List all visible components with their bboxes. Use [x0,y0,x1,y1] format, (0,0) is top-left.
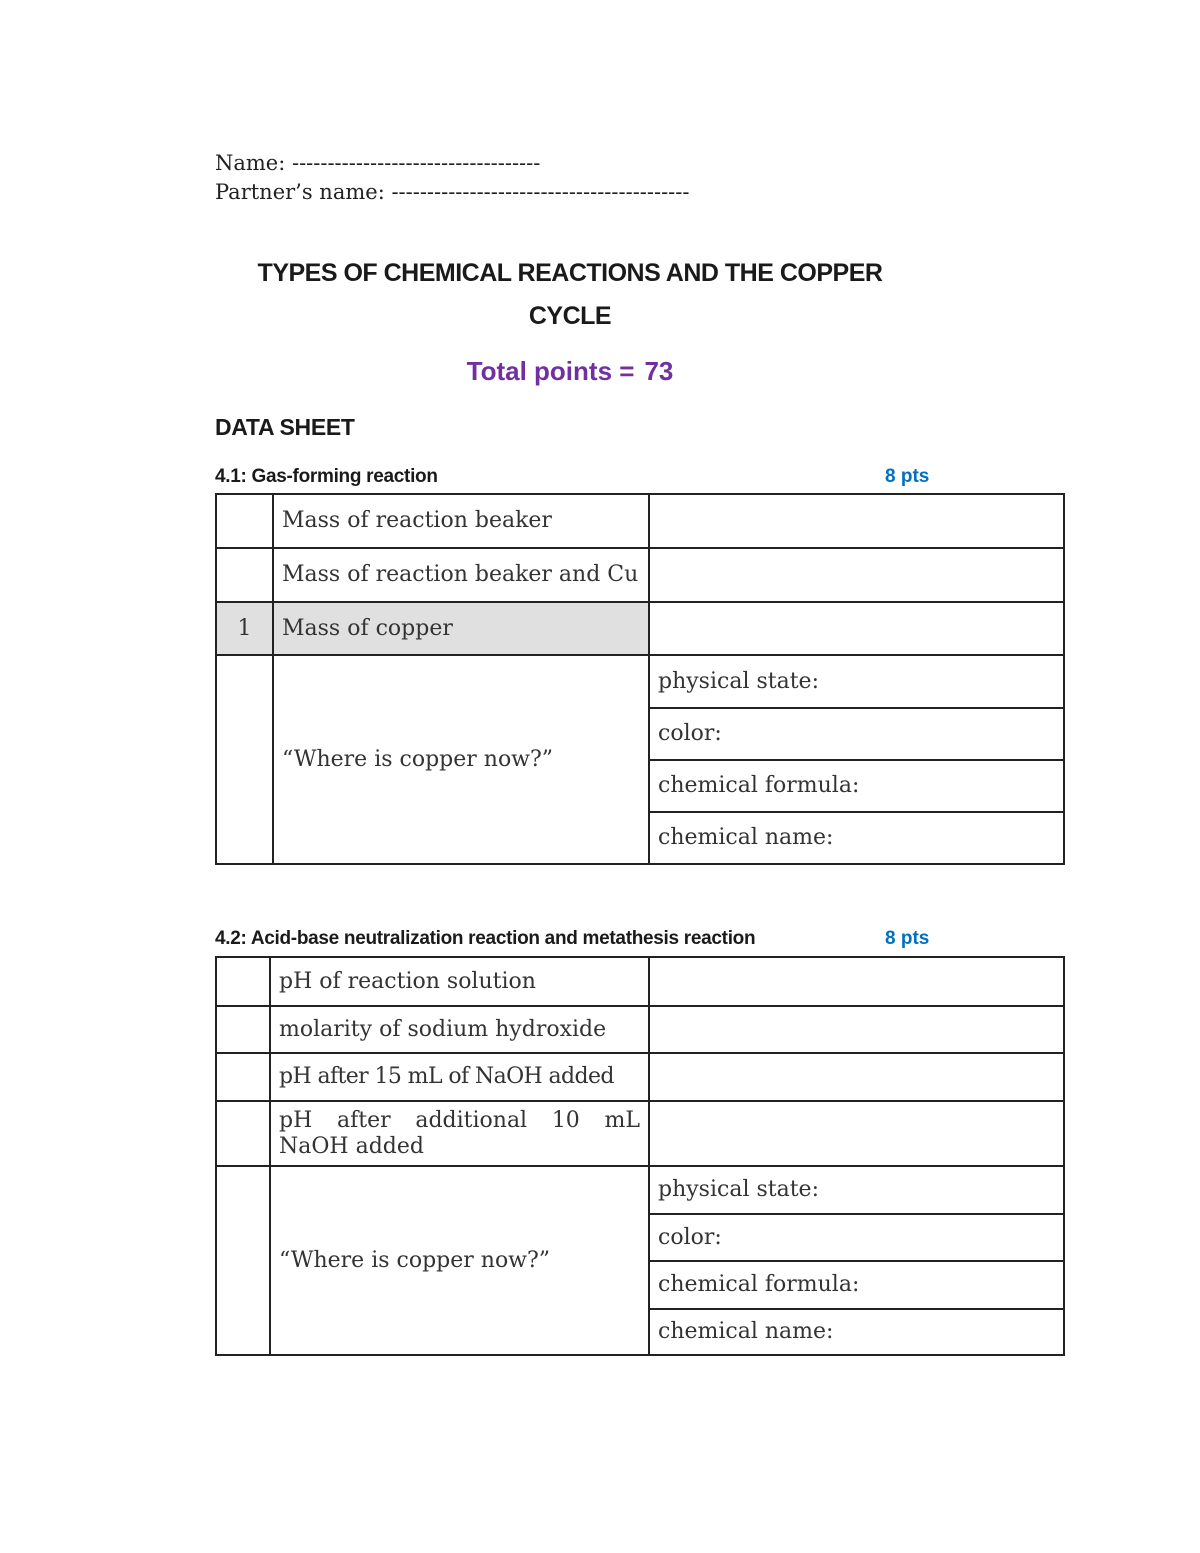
physical-state-cell[interactable]: physical state: [649,1166,1064,1214]
answer-cell[interactable] [649,957,1064,1006]
answer-cell[interactable] [649,602,1064,655]
row-number [216,1053,270,1101]
row-label: “Where is copper now?” [273,655,649,864]
table-acid-base [215,956,1065,1356]
chemical-name-cell[interactable]: chemical name: [649,812,1064,864]
name-field-line: Name: ----------------------------------- [215,151,541,175]
document-title-line-1: TYPES OF CHEMICAL REACTIONS AND THE COPPER [257,259,883,287]
row-number [216,1166,270,1355]
section-4-2-heading: 4.2: Acid-base neutralization reaction and metathesis reaction [215,928,756,949]
answer-cell[interactable] [649,494,1064,548]
section-4-1-heading: 4.1: Gas-forming reaction [215,466,438,487]
chemical-formula-cell[interactable]: chemical formula: [649,1261,1064,1309]
color-cell[interactable]: color: [649,1214,1064,1261]
total-points-label: Total points = [466,356,635,386]
row-number [216,1101,270,1166]
partner-name-field-line: Partner’s name: ------------------------------------------ [215,180,690,204]
row-number [216,1006,270,1053]
row-number [216,655,273,864]
row-label: pH of reaction solution [270,957,649,1006]
physical-state-cell[interactable]: physical state: [649,655,1064,708]
row-number: 1 [216,602,273,655]
table-row [216,957,1064,1006]
row-label: molarity of sodium hydroxide [270,1006,649,1053]
row-label: pH after additional 10 mL NaOH added [270,1101,649,1166]
section-4-1-points: 8 pts [885,466,930,487]
table-row [216,1006,1064,1053]
table-row [216,1101,1064,1166]
answer-cell[interactable] [649,1053,1064,1101]
row-number [216,548,273,602]
table-row [216,1053,1064,1101]
document-title-line-2: CYCLE [528,302,612,330]
row-label: Mass of reaction beaker and Cu [273,548,649,602]
table-row [216,655,1064,708]
answer-cell[interactable] [649,1006,1064,1053]
row-label: Mass of copper [273,602,649,655]
row-label: “Where is copper now?” [270,1166,649,1355]
answer-cell[interactable] [649,548,1064,602]
table-row [216,494,1064,548]
chemical-formula-cell[interactable]: chemical formula: [649,760,1064,812]
total-points [0,356,1140,387]
section-4-2-points: 8 pts [885,928,930,949]
row-label: pH after 15 mL of NaOH added [270,1053,649,1101]
answer-cell[interactable] [649,1101,1064,1166]
row-number [216,957,270,1006]
total-points-value: 73 [644,356,674,386]
table-row [216,1166,1064,1214]
data-sheet-heading: DATA SHEET [215,414,355,440]
table-row [216,602,1064,655]
table-row [216,548,1064,602]
chemical-name-cell[interactable]: chemical name: [649,1309,1064,1355]
color-cell[interactable]: color: [649,708,1064,760]
row-label: Mass of reaction beaker [273,494,649,548]
row-number [216,494,273,548]
table-gas-forming [215,493,1065,865]
